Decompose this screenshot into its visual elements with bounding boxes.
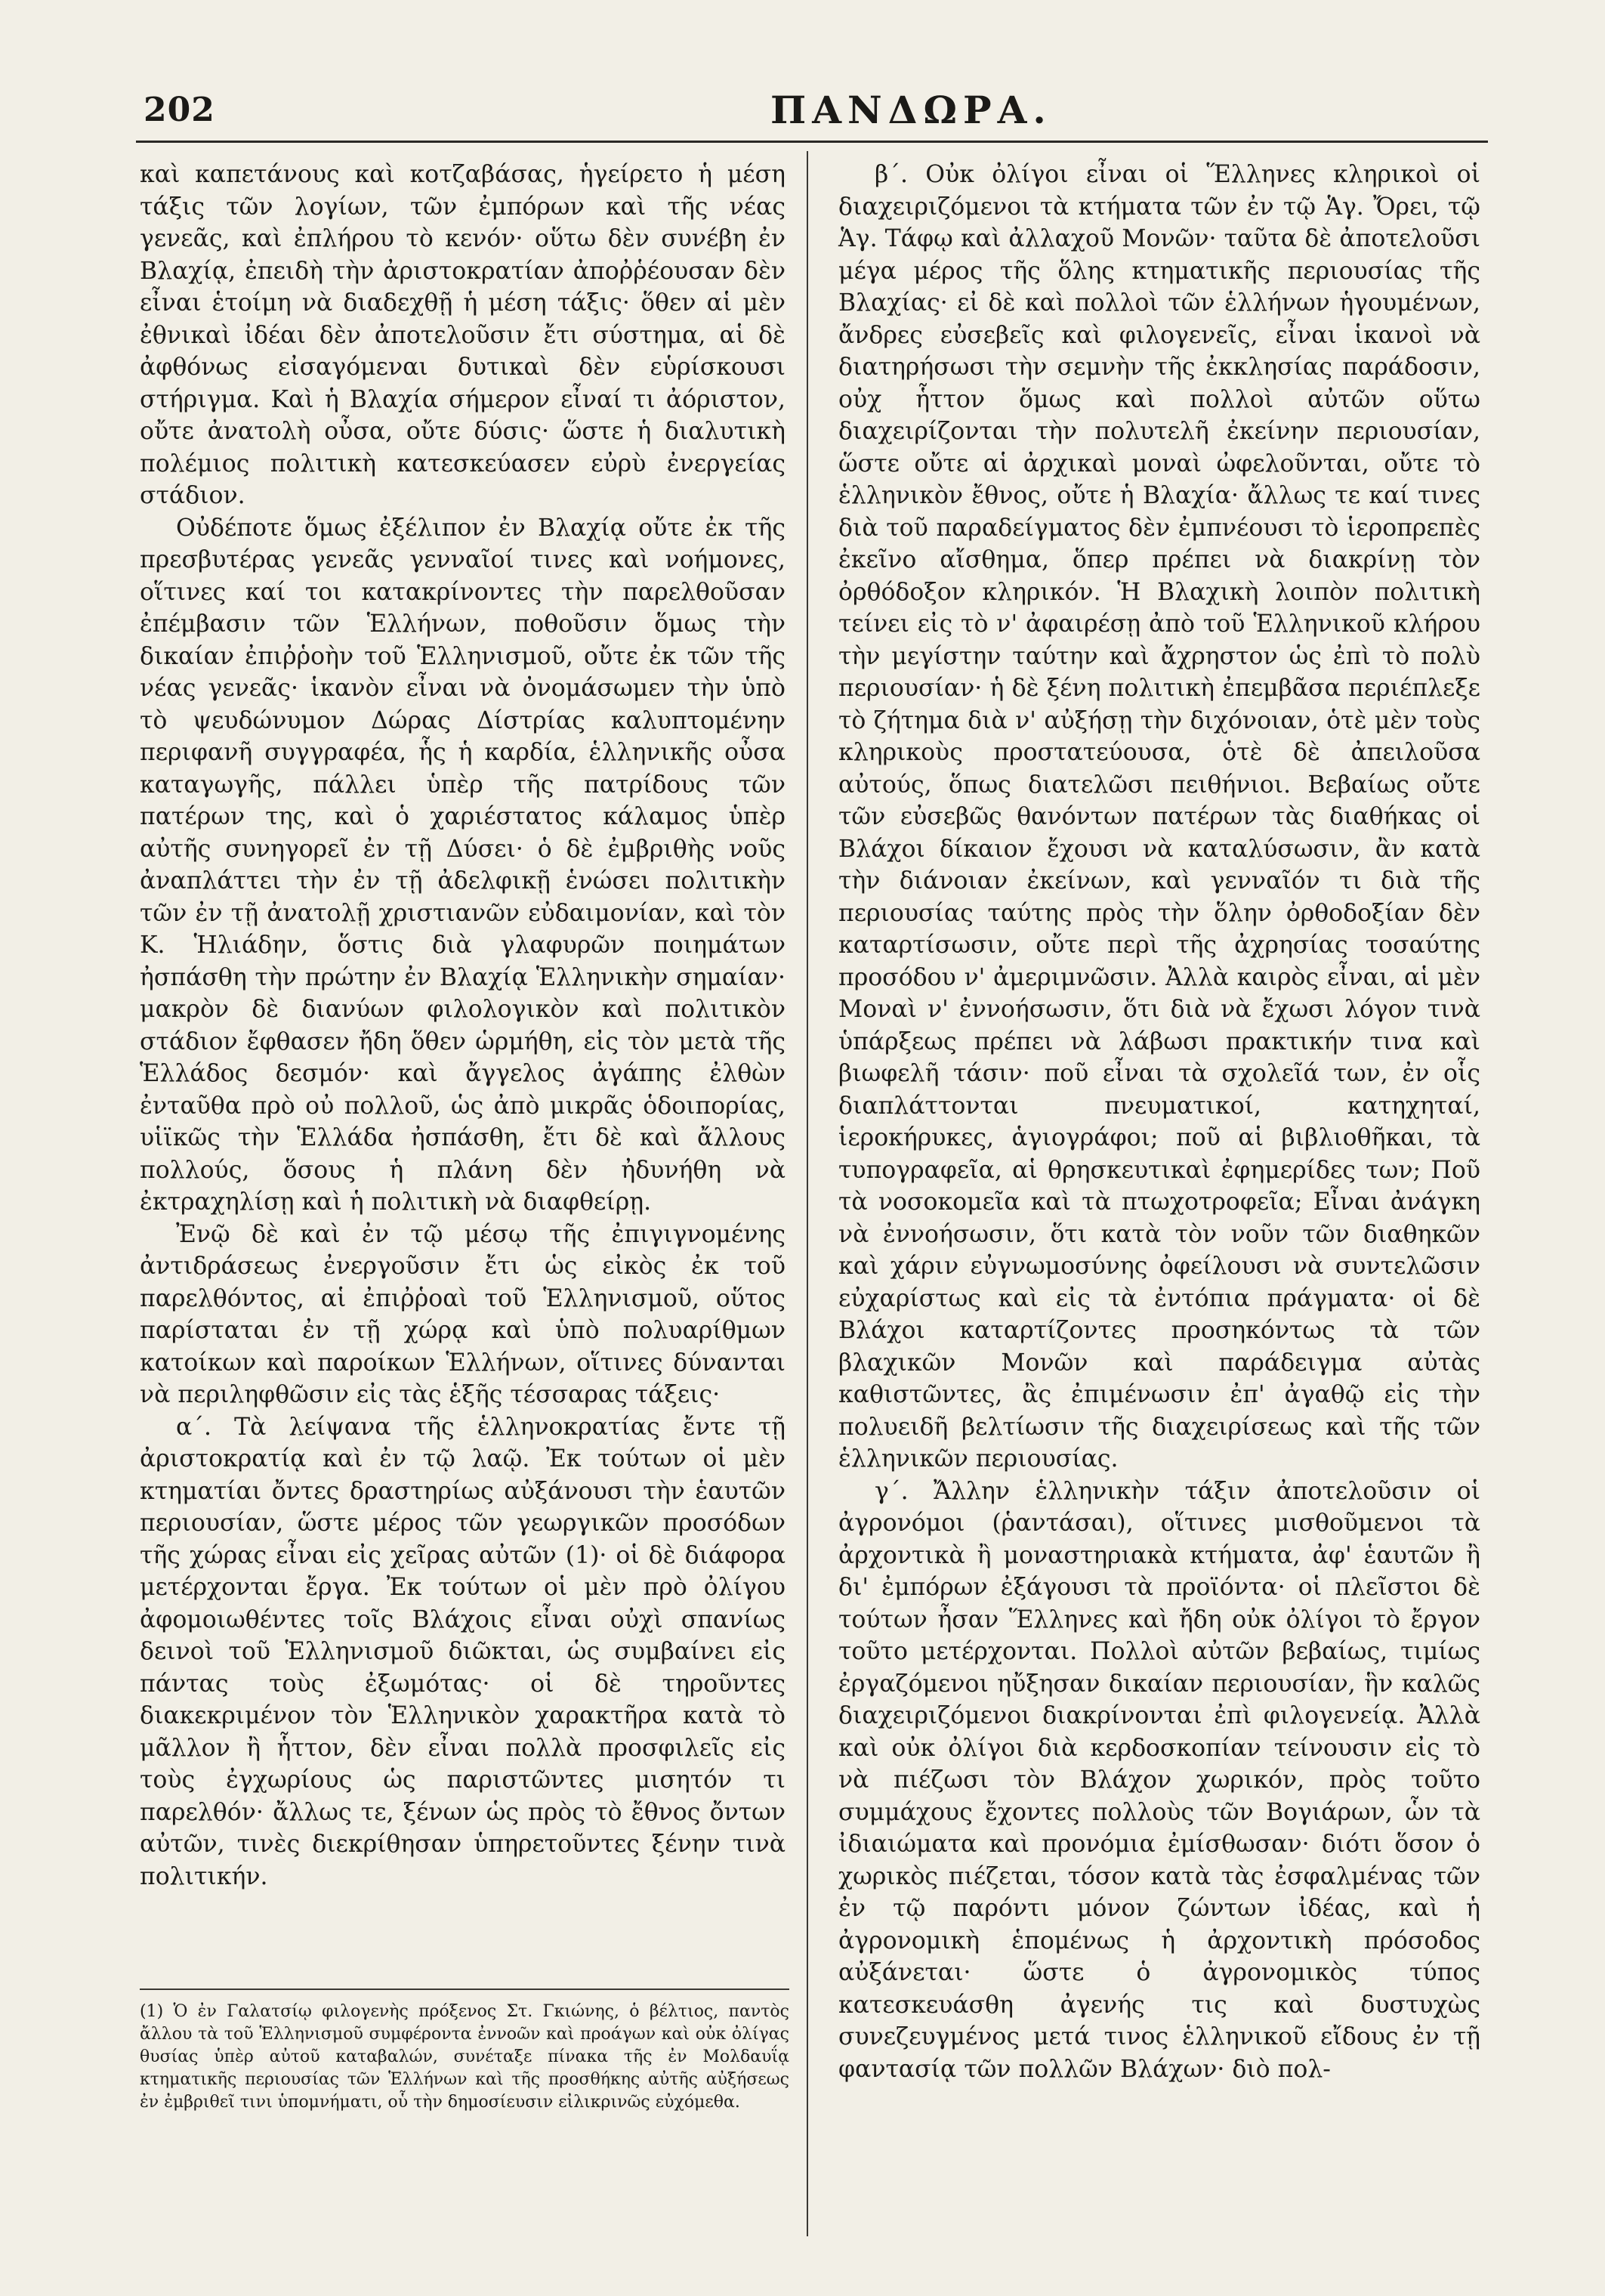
left-paragraph-4: α΄. Τὰ λείψανα τῆς ἑλληνοκρατίας ἔντε τῇ ἀριστοκρατίᾳ καὶ ἐν τῷ λαῷ. Ἐκ τούτων οἱ μὲν κτηματίαι ὄντες δραστηρίως αὐξάνουσι τὴν ἑαυτῶν περιουσίαν, ὥστε μέρος τῶν γεωργικῶν προσόδων τῆς χώρας εἶναι εἰς χεῖρας αὐτῶν (1)· οἱ δὲ διάφορα μετέρχονται ἔργα. Ἐκ τούτων οἱ μὲν πρὸ ὀλίγου ἀφομοιωθέντες τοῖς Βλάχοις εἶναι οὐχὶ σπανίως δεινοὶ τοῦ Ἑλληνισμοῦ διῶκται, ὡς συμβαίνει εἰς πάντας τοὺς ἐξωμότας· οἱ δὲ τηροῦντες διακεκριμένον τὸν Ἑλληνικὸν χαρακτῆρα κατὰ τὸ μᾶλλον ἢ ἧττον, δὲν εἶναι πολλὰ προσφιλεῖς εἰς τοὺς ἐγχωρίους ὡς παριστῶντες μισητόν τι παρελθόν· ἄλλως τε, ξένων ὡς πρὸς τὸ ἔθνος ὄντων αὐτῶν, τινὲς διεκρίθησαν ὑπηρετοῦντες ξένην τινὰ πολιτικήν. <box>140 1413 786 1890</box>
page-number: 202 <box>144 91 215 129</box>
page-header <box>113 76 1465 144</box>
footnote-rule <box>140 1989 789 1990</box>
footnote: (1) Ὁ ἐν Γαλατσίῳ φιλογενὴς πρόξενος Στ. Γκιώνης, ὁ βέλτιος, παντὸς ἄλλου τὰ τοῦ Ἑλληνισμοῦ συμφέροντα ἐννοῶν καὶ προάγων καὶ οὐκ ὀλίγας θυσίας ὑπὲρ αὐτοῦ καταβαλών, συνέταξε πίνακα τῆς ἐν Μολδαυΐᾳ κτηματικῆς περιουσίας τῶν Ἑλλήνων καὶ τῆς προσθήκης αὐτῆς αὐξήσεως ἐν ἐμβριθεῖ τινι ὑπομνήματι, οὗ τὴν δημοσίευσιν εἰλικρινῶς εὐχόμεθα. <box>140 2002 789 2112</box>
left-paragraph-2: Οὐδέποτε ὅμως ἐξέλιπον ἐν Βλαχίᾳ οὔτε ἐκ τῆς πρεσβυτέρας γενεᾶς γενναῖοί τινες καὶ νοήμονες, οἵτινες καί τοι κατακρίνοντες τὴν παρελθοῦσαν ἐπέμβασιν τῶν Ἑλλήνων, ποθοῦσιν ὅμως τὴν δικαίαν ἐπιῤῥοὴν τοῦ Ἑλληνισμοῦ, οὔτε ἐκ τῶν τῆς νέας γενεᾶς· ἱκανὸν εἶναι νὰ ὀνομάσωμεν τὴν ὑπὸ τὸ ψευδώνυμον Δώρας Δίστρίας καλυπτομένην περιφανῆ συγγραφέα, ἧς ἡ καρδία, ἑλληνικῆς οὖσα καταγωγῆς, πάλλει ὑπὲρ τῆς πατρίδους τῶν πατέρων της, καὶ ὁ χαριέστατος κάλαμος ὑπὲρ αὐτῆς συνηγορεῖ ἐν τῇ Δύσει· ὁ δὲ ἐμβριθὴς νοῦς ἀναπλάττει τὴν ἐν τῇ ἀδελφικῇ ἑνώσει πολιτικὴν τῶν ἐν τῇ ἀνατολῇ χριστιανῶν εὐδαιμονίαν, καὶ τὸν Κ. Ἡλιάδην, ὅστις διὰ γλαφυρῶν ποιημάτων ἠσπάσθη τὴν πρώτην ἐν Βλαχίᾳ Ἑλληνικὴν σημαίαν· μακρὸν δὲ διανύων φιλολογικὸν καὶ πολιτικὸν στάδιον ἔφθασεν ἤδη ὅθεν ὡρμήθη, εἰς τὸν μετὰ τῆς Ἑλλάδος δεσμόν· καὶ ἄγγελος ἀγάπης ἐλθὼν ἐνταῦθα πρὸ οὐ πολλοῦ, ὡς ἀπὸ μικρᾶς ὁδοιπορίας, υἱϊκῶς τὴν Ἑλλάδα ἠσπάσθη, ἔτι δὲ καὶ ἄλλους πολλούς, ὅσους ἡ πλάνη δὲν ἠδυνήθη νὰ ἐκτραχηλίσῃ καὶ ἡ πολιτικὴ νὰ διαφθείρῃ. <box>140 514 786 1216</box>
header-rule <box>136 141 1488 143</box>
right-paragraph-1: β΄. Οὐκ ὀλίγοι εἶναι οἱ Ἕλληνες κληρικοὶ οἱ διαχειριζόμενοι τὰ κτήματα τῶν ἐν τῷ Ἁγ. Ὄρει, τῷ Ἁγ. Τάφῳ καὶ ἀλλαχοῦ Μονῶν· ταῦτα δὲ ἀποτελοῦσι μέγα μέρος τῆς ὅλης κτηματικῆς περιουσίας τῆς Βλαχίας· εἰ δὲ καὶ πολλοὶ τῶν ἑλλήνων ἡγουμένων, ἄνδρες εὐσεβεῖς καὶ φιλογενεῖς, εἶναι ἱκανοὶ νὰ διατηρήσωσι τὴν σεμνὴν τῆς ἐκκλησίας παράδοσιν, οὐχ ἧττον ὅμως καὶ πολλοὶ αὐτῶν οὕτω διαχειρίζονται τὴν πολυτελῆ ἐκείνην περιουσίαν, ὥστε οὔτε αἱ ἀρχικαὶ μοναὶ ὠφελοῦνται, οὔτε τὸ ἑλληνικὸν ἔθνος, οὔτε ἡ Βλαχία· ἄλλως τε καί τινες διὰ τοῦ παραδείγματος δὲν ἐμπνέουσι τὸ ἱεροπρεπὲς ἐκεῖνο αἴσθημα, ὅπερ πρέπει νὰ διακρίνῃ τὸν ὀρθόδοξον κληρικόν. Ἡ Βλαχικὴ λοιπὸν πολιτικὴ τείνει εἰς τὸ ν' ἀφαιρέσῃ ἀπὸ τοῦ Ἑλληνικοῦ κλήρου τὴν μεγίστην ταύτην καὶ ἄχρηστον ὡς ἐπὶ τὸ πολὺ περιουσίαν· ἡ δὲ ξένη πολιτικὴ ἐπεμβᾶσα περιέπλεξε τὸ ζήτημα διὰ ν' αὐξήσῃ τὴν διχόνοιαν, ὁτὲ μὲν τοὺς κληρικοὺς προστατεύουσα, ὁτὲ δὲ ἀπειλοῦσα αὐτούς, ὅπως διατελῶσι πειθήνιοι. Βεβαίως οὔτε τῶν εὐσεβῶς θανόντων πατέρων τὰς διαθήκας οἱ Βλάχοι δίκαιον ἔχουσι νὰ καταλύσωσιν, ἂν κατὰ τὴν διάνοιαν ἐκείνων, καὶ γενναῖόν τι διὰ τῆς περιουσίας ταύτης πρὸς τὴν ὅλην ὀρθοδοξίαν δὲν καταρτίσωσιν, οὔτε περὶ τῆς ἀχρησίας τοσαύτης προσόδου ν' ἀμεριμνῶσιν. Ἀλλὰ καιρὸς εἶναι, αἱ μὲν Μοναὶ ν' ἐννοήσωσιν, ὅτι διὰ νὰ ἔχωσι λόγον τινὰ ὑπάρξεως πρέπει νὰ λάβωσι πρακτικήν τινα καὶ βιωφελῆ τάσιν· ποῦ εἶναι τὰ σχολεῖά των, ἐν οἷς διαπλάττονται πνευματικοί, κατηχηταί, ἱεροκήρυκες, ἁγιογράφοι; ποῦ αἱ βιβλιοθῆκαι, τὰ τυπογραφεῖα, αἱ θρησκευτικαὶ ἐφημερίδες των; Ποῦ τὰ νοσοκομεῖα καὶ τὰ πτωχοτροφεῖα; Εἶναι ἀνάγκη νὰ ἐννοήσωσιν, ὅτι κατὰ τὸν νοῦν τῶν διαθηκῶν καὶ χάριν εὐγνωμοσύνης ὀφείλουσι νὰ συντελῶσιν εὐχαρίστως καὶ εἰς τὰ ἐντόπια πράγματα· οἱ δὲ Βλάχοι καταρτίζοντες προσηκόντως τὰ τῶν βλαχικῶν Μονῶν καὶ παράδειγμα αὐτὰς καθιστῶντες, ἂς ἐπιμένωσιν ἐπ' ἀγαθῷ εἰς τὴν πολυειδῆ βελτίωσιν τῆς διαχειρίσεως καὶ τῆς τῶν ἑλληνικῶν περιουσίας. <box>838 161 1480 1472</box>
right-paragraph-2: γ΄. Ἄλλην ἑλληνικὴν τάξιν ἀποτελοῦσιν οἱ ἀγρονόμοι (ῥαντάσαι), οἵτινες μισθοῦμενοι τὰ ἀρχοντικὰ ἢ μοναστηριακὰ κτήματα, ἀφ' ἑαυτῶν ἢ δι' ἐμπόρων ἐξάγουσι τὰ προϊόντα· οἱ πλεῖστοι δὲ τούτων ἦσαν Ἕλληνες καὶ ἤδη οὐκ ὀλίγοι τὸ ἔργον τοῦτο μετέρχονται. Πολλοὶ αὐτῶν βεβαίως, τιμίως ἐργαζόμενοι ηὔξησαν δικαίαν περιουσίαν, ἣν καλῶς διαχειριζόμενοι διακρίνονται ἐπὶ φιλογενείᾳ. Ἀλλὰ καὶ οὐκ ὀλίγοι διὰ κερδοσκοπίαν τείνουσιν εἰς τὸ νὰ πιέζωσι τὸν Βλάχον χωρικόν, πρὸς τοῦτο συμμάχους ἔχοντες πολλοὺς τῶν Βογιάρων, ὧν τὰ ἰδιαιώματα καὶ προνόμια ἐμίσθωσαν· διότι ὅσον ὁ χωρικὸς πιέζεται, τόσον κατὰ τὰς ἐσφαλμένας τῶν ἐν τῷ παρόντι μόνον ζώντων ἰδέας, καὶ ἡ ἀγρονομικὴ ἑπομένως ἡ ἀρχοντικὴ πρόσοδος αὐξάνεται· ὥστε ὁ ἀγρονομικὸς τύπος κατεσκευάσθη ἀγενής τις καὶ δυστυχὼς συνεζευγμένος μετά τινος ἑλληνικοῦ εἴδους ἐν τῇ φαντασίᾳ τῶν πολλῶν Βλάχων· διὸ πολ- <box>838 1477 1480 2083</box>
running-title: ΠΑΝΔΩΡΑ. <box>770 88 1052 132</box>
column-divider <box>807 151 808 2236</box>
left-column <box>140 159 786 1893</box>
left-paragraph-1: καὶ καπετάνους καὶ κοτζαβάσας, ἡγείρετο ἡ μέση τάξις τῶν λογίων, τῶν ἐμπόρων καὶ τῆς νέας γενεᾶς, καὶ ἐπλήρου τὸ κενόν· οὕτω δὲν συνέβη ἐν Βλαχίᾳ, ἐπειδὴ τὴν ἀριστοκρατίαν ἀποῤῥέουσαν δὲν εἶναι ἑτοίμη νὰ διαδεχθῇ ἡ μέση τάξις· ὅθεν αἱ μὲν ἐθνικαὶ ἰδέαι δὲν ἀποτελοῦσιν ἔτι σύστημα, αἱ δὲ ἀφθόνως εἰσαγόμεναι δυτικαὶ δὲν εὑρίσκουσι στήριγμα. Καὶ ἡ Βλαχία σήμερον εἶναί τι ἀόριστον, οὔτε ἀνατολὴ οὖσα, οὔτε δύσις· ὥστε ἡ διαλυτικὴ πολέμιος πολιτικὴ κατεσκεύασεν εὐρὺ ἐνεργείας στάδιον. <box>140 161 786 509</box>
left-paragraph-3: Ἐνῷ δὲ καὶ ἐν τῷ μέσῳ τῆς ἐπιγιγνομένης ἀντιδράσεως ἐνεργοῦσιν ἔτι ὡς εἰκὸς ἐκ τοῦ παρελθόντος, αἱ ἐπιῤῥοαὶ τοῦ Ἑλληνισμοῦ, οὕτος παρίσταται ἐν τῇ χώρᾳ καὶ ὑπὸ πολυαρίθμων κατοίκων καὶ παροίκων Ἑλλήνων, οἵτινες δύνανται νὰ περιληφθῶσιν εἰς τὰς ἑξῆς τέσσαρας τάξεις· <box>140 1220 786 1408</box>
right-column <box>838 159 1480 2085</box>
